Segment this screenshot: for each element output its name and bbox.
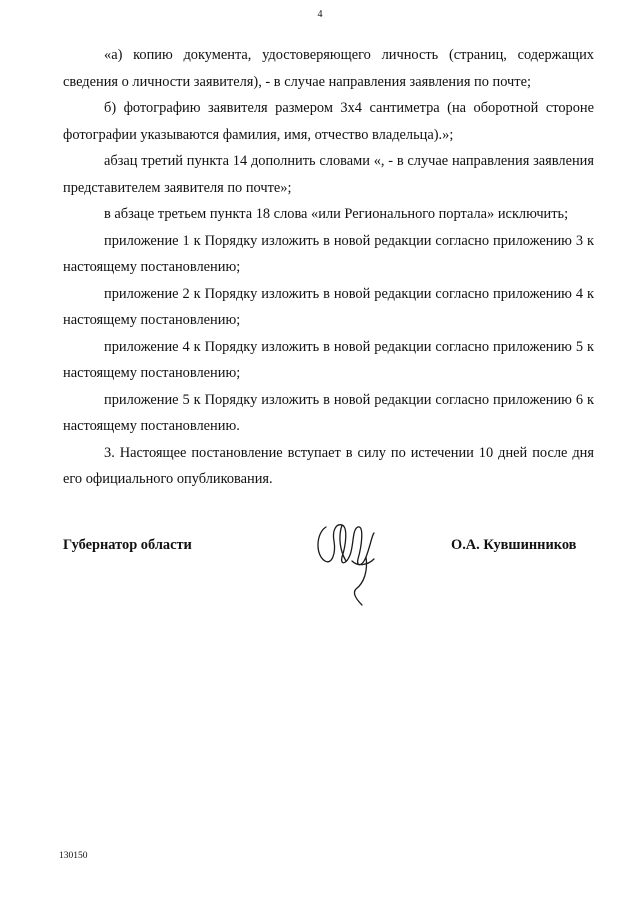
page-number: 4 bbox=[317, 9, 323, 20]
signer-name: О.А. Кувшинников bbox=[451, 537, 577, 553]
paragraph: приложение 4 к Порядку изложить в новой редакции согласно приложению 5 к настоящему постановлению; bbox=[63, 338, 594, 381]
paragraph: б) фотографию заявителя размером 3х4 сантиметра (на оборотной стороне фотографии указываются фамилия, имя, отчество владельца).»; bbox=[63, 100, 594, 143]
paragraph: приложение 2 к Порядку изложить в новой редакции согласно приложению 4 к настоящему постановлению; bbox=[63, 285, 594, 328]
document-body bbox=[63, 42, 594, 493]
paragraph: 3. Настоящее постановление вступает в силу по истечении 10 дней после дня его официального опубликования. bbox=[63, 444, 594, 487]
signer-position: Губернатор области bbox=[63, 537, 192, 553]
paragraph: в абзаце третьем пункта 18 слова «или Регионального портала» исключить; bbox=[104, 206, 569, 222]
paragraph: «а) копию документа, удостоверяющего личность (страниц, содержащих сведения о личности заявителя), - в случае направления заявления по почте; bbox=[63, 47, 594, 90]
paragraph: приложение 1 к Порядку изложить в новой редакции согласно приложению 3 к настоящему постановлению; bbox=[63, 232, 594, 275]
handwritten-signature bbox=[312, 515, 384, 607]
document-code: 130150 bbox=[59, 851, 88, 861]
paragraph: абзац третий пункта 14 дополнить словами «, - в случае направления заявления представителем заявителя по почте»; bbox=[63, 153, 594, 196]
paragraph: приложение 5 к Порядку изложить в новой редакции согласно приложению 6 к настоящему постановлению. bbox=[63, 391, 594, 434]
